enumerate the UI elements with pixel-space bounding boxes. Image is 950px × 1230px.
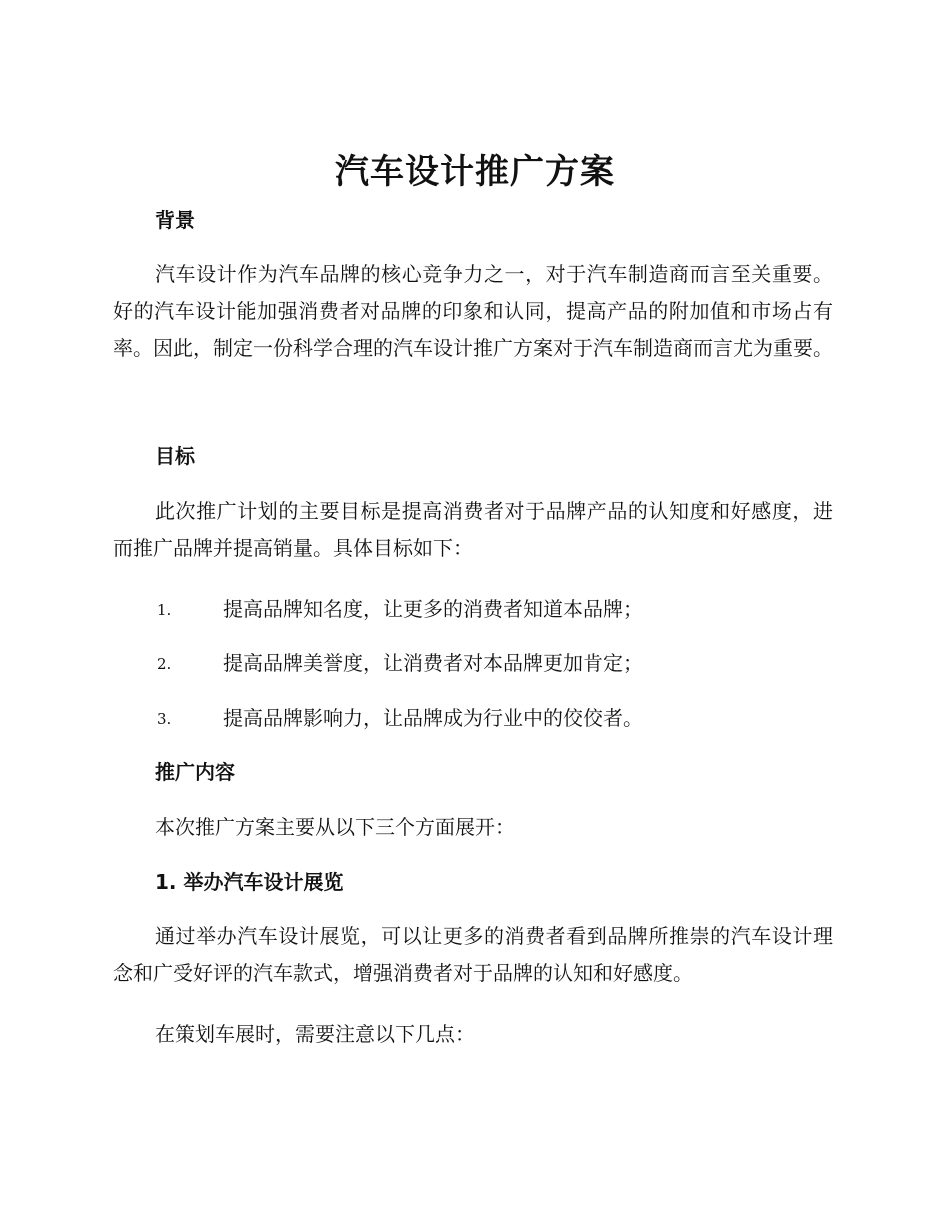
heading-background: 背景 xyxy=(155,208,195,232)
goal-list-item xyxy=(157,648,643,679)
paragraph-goals: 此次推广计划的主要目标是提高消费者对于品牌产品的认知度和好感度，进而推广品牌并提高销量。具体目标如下： xyxy=(113,499,833,560)
heading-exhibition: 1. 举办汽车设计展览 xyxy=(155,870,344,894)
list-text: 提高品牌美誉度，让消费者对本品牌更加肯定； xyxy=(223,651,643,675)
document-title: 汽车设计推广方案 xyxy=(335,152,615,192)
goal-list-item xyxy=(157,594,643,625)
list-number: 2. xyxy=(157,655,172,673)
list-number: 1. xyxy=(157,601,172,619)
paragraph-promotion-content: 本次推广方案主要从以下三个方面展开： xyxy=(155,815,515,839)
list-number: 3. xyxy=(157,710,172,728)
paragraph-exhibition-notes: 在策划车展时，需要注意以下几点： xyxy=(155,1022,475,1046)
list-text: 提高品牌知名度，让更多的消费者知道本品牌； xyxy=(223,597,643,621)
paragraph-background: 汽车设计作为汽车品牌的核心竞争力之一，对于汽车制造商而言至关重要。好的汽车设计能加强消费者对品牌的印象和认同，提高产品的附加值和市场占有率。因此，制定一份科学合理的汽车设计推广方案对于汽车制造商而言尤为重要。 xyxy=(113,262,833,360)
heading-promotion-content: 推广内容 xyxy=(155,760,235,784)
goal-list-item xyxy=(157,703,643,734)
paragraph-exhibition: 通过举办汽车设计展览，可以让更多的消费者看到品牌所推崇的汽车设计理念和广受好评的汽车款式，增强消费者对于品牌的认知和好感度。 xyxy=(113,924,833,985)
heading-goals: 目标 xyxy=(155,444,195,468)
list-text: 提高品牌影响力，让品牌成为行业中的佼佼者。 xyxy=(223,706,643,730)
